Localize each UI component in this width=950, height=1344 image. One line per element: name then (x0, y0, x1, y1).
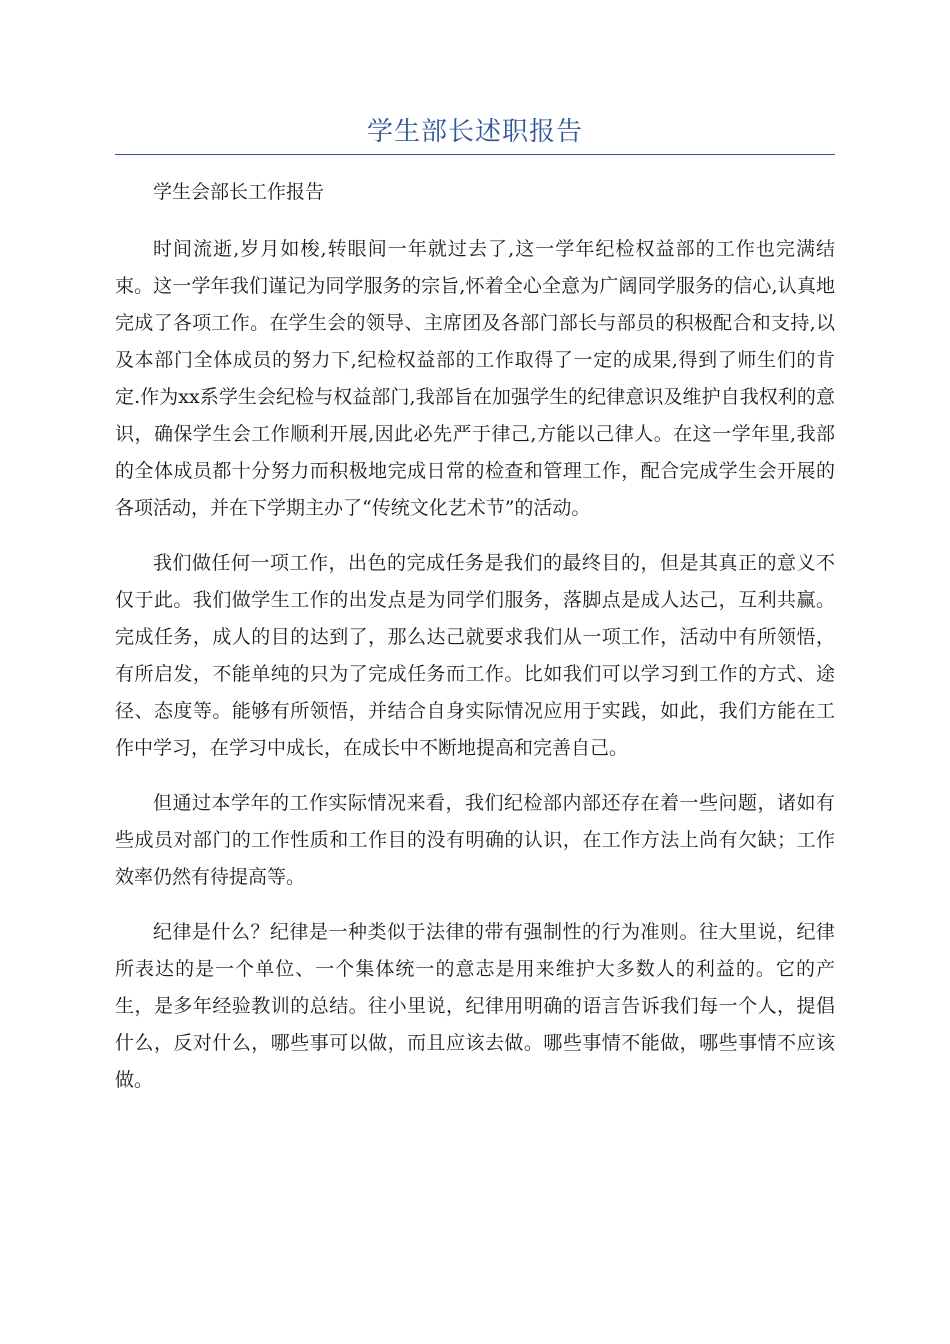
title-block (115, 112, 835, 156)
document-title: 学生部长述职报告 (366, 117, 583, 147)
title-underline (115, 154, 835, 155)
document-subtitle: 学生会部长工作报告 (153, 181, 325, 203)
paragraph-3: 但通过本学年的工作实际情况来看，我们纪检部内部还存在着一些问题，诸如有些成员对部门的工作性质和工作目的没有明确的认识，在工作方法上尚有欠缺；工作效率仍然有待提高等。 (115, 792, 835, 888)
paragraph-1: 时间流逝,岁月如梭,转眼间一年就过去了,这一学年纪检权益部的工作也完满结束。这一学年我们谨记为同学服务的宗旨,怀着全心全意为广阔同学服务的信心,认真地完成了各项工作。在学生会的领导、主席团及各部门部长与部员的积极配合和支持,以及本部门全体成员的努力下,纪检权益部的工作取得了一定的成果,得到了师生们的肯定.作为xx系学生会纪检与权益部门,我部旨在加强学生的纪律意识及维护自我权利的意识，确保学生会工作顺利开展,因此必先严于律己,方能以己律人。在这一学年里,我部的全体成员都十分努力而积极地完成日常的检查和管理工作，配合完成学生会开展的各项活动，并在下学期主办了“传统文化艺术节”的活动。 (115, 238, 835, 519)
paragraph-2: 我们做任何一项工作，出色的完成任务是我们的最终目的，但是其真正的意义不仅于此。我们做学生工作的出发点是为同学们服务，落脚点是成人达己，互利共赢。完成任务，成人的目的达到了，那么达己就要求我们从一项工作，活动中有所领悟，有所启发，不能单纯的只为了完成任务而工作。比如我们可以学习到工作的方式、途径、态度等。能够有所领悟，并结合自身实际情况应用于实践，如此，我们方能在工作中学习，在学习中成长，在成长中不断地提高和完善自己。 (115, 552, 835, 759)
paragraph-4: 纪律是什么？纪律是一种类似于法律的带有强制性的行为准则。往大里说，纪律所表达的是一个单位、一个集体统一的意志是用来维护大多数人的利益的。它的产生，是多年经验教训的总结。往小里说，纪律用明确的语言告诉我们每一个人，提倡什么，反对什么，哪些事可以做，而且应该去做。哪些事情不能做，哪些事情不应该做。 (115, 921, 835, 1091)
document-body (115, 174, 835, 1117)
